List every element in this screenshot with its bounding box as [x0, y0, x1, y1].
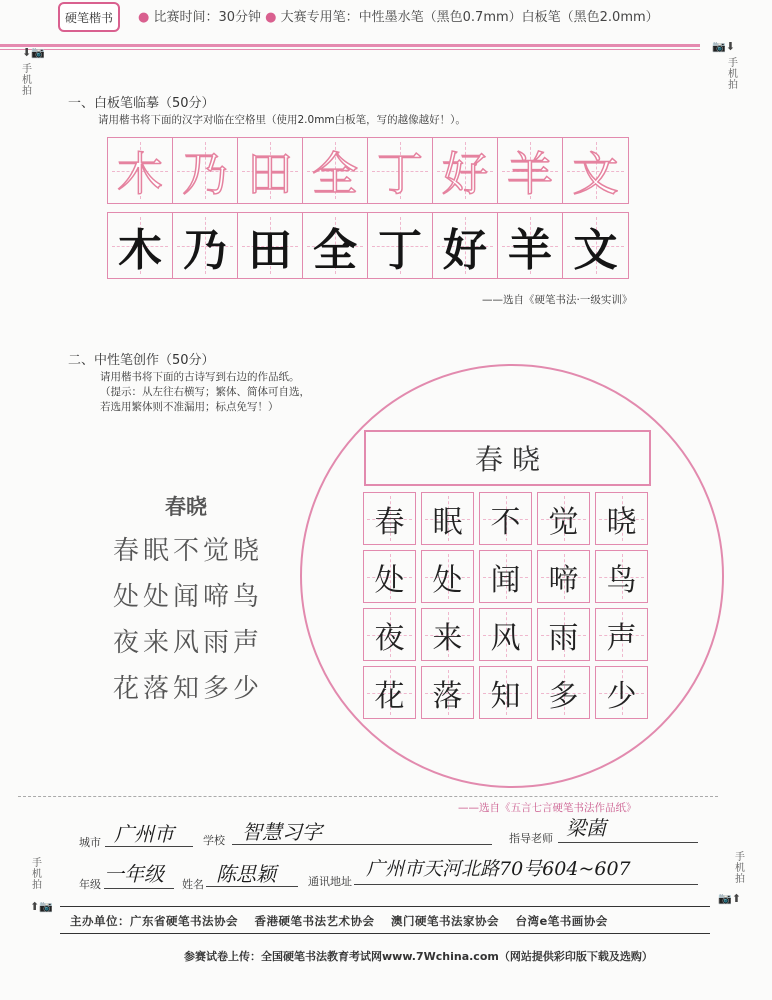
- work-cell: 风: [479, 608, 532, 661]
- city-value: 广州市: [114, 822, 174, 846]
- grade-label: 年级: [79, 878, 101, 891]
- work-cell: 觉: [537, 492, 590, 545]
- poem-line: 花落知多少: [113, 674, 264, 704]
- model-cell: 乃: [173, 138, 238, 203]
- poem-line: 夜来风雨声: [113, 628, 264, 658]
- camera-icon: 📷⬆: [718, 892, 741, 905]
- model-char-row: [107, 137, 629, 204]
- section1-title: 一、白板笔临摹（50分）: [68, 96, 215, 111]
- school-underline: [232, 844, 492, 845]
- teacher-underline: [558, 842, 698, 843]
- work-cell: 多: [537, 666, 590, 719]
- work-cell: 来: [421, 608, 474, 661]
- work-cell: 鸟: [595, 550, 648, 603]
- teacher-label: 指导老师: [509, 832, 553, 845]
- poem-title: 春晓: [165, 495, 207, 519]
- side-label-bottom-right: 手机拍: [735, 852, 745, 885]
- work-cell: 啼: [537, 550, 590, 603]
- model-cell: 木: [108, 138, 173, 203]
- form-divider: [18, 796, 718, 797]
- exam-pens: 大赛专用笔：中性墨水笔（黑色0.7mm）白板笔（黑色2.0mm）: [280, 10, 659, 25]
- bullet-icon: ●: [265, 10, 277, 25]
- written-cell: 羊: [498, 213, 563, 278]
- model-cell: 羊: [498, 138, 563, 203]
- school-label: 学校: [203, 834, 225, 847]
- grade-underline: [104, 888, 174, 889]
- work-cell: 落: [421, 666, 474, 719]
- name-label: 姓名: [182, 878, 204, 891]
- poem-line: 春眠不觉晓: [113, 536, 264, 566]
- section2-instruction: 请用楷书将下面的古诗写到右边的作品纸。 （提示：从左往右横写；繁体、简体可自选， 若选用繁体则不准漏用；标点免写！）: [100, 371, 310, 413]
- footer-rule-2: [60, 933, 710, 934]
- header-rule-thin: [0, 49, 700, 50]
- organizers: 主办单位：广东省硬笔书法协会 香港硬笔书法艺术协会 澳门硬笔书法家协会 台湾e笔书画协会: [70, 914, 608, 928]
- footer-rule: [60, 906, 710, 907]
- work-cell: 春: [363, 492, 416, 545]
- work-cell: 少: [595, 666, 648, 719]
- written-cell: 丁: [368, 213, 433, 278]
- section1-source: ——选自《硬笔书法·一级实训》: [482, 294, 633, 306]
- category-badge: 硬笔楷书: [58, 2, 120, 32]
- work-title-box: 春 晓: [364, 430, 651, 486]
- written-cell: 好: [433, 213, 498, 278]
- school-value: 智慧习字: [242, 820, 322, 844]
- written-cell: 全: [303, 213, 368, 278]
- model-cell: 全: [303, 138, 368, 203]
- exam-info: [138, 6, 659, 25]
- work-cell: 不: [479, 492, 532, 545]
- written-cell: 文: [563, 213, 628, 278]
- teacher-value: 梁菌: [566, 816, 606, 840]
- work-cell: 雨: [537, 608, 590, 661]
- side-label-top-right: 手机拍: [728, 58, 738, 91]
- camera-icon: ⬇📷: [22, 46, 45, 59]
- work-cell: 处: [363, 550, 416, 603]
- work-cell: 闻: [479, 550, 532, 603]
- upload-info: 参赛试卷上传：全国硬笔书法教育考试网www.7Wchina.com（网站提供彩印版下载及选购）: [184, 950, 653, 963]
- address-label: 通讯地址: [308, 875, 352, 888]
- written-cell: 田: [238, 213, 303, 278]
- address-value: 广州市天河北路70号604~607: [366, 858, 631, 880]
- work-cell: 晓: [595, 492, 648, 545]
- work-cell: 知: [479, 666, 532, 719]
- model-cell: 田: [238, 138, 303, 203]
- written-cell: 木: [108, 213, 173, 278]
- bullet-icon: ●: [138, 10, 150, 25]
- work-cell: 夜: [363, 608, 416, 661]
- work-cell: 花: [363, 666, 416, 719]
- poem-line: 处处闻啼鸟: [113, 582, 264, 612]
- city-underline: [105, 846, 193, 847]
- camera-icon: ⬆📷: [30, 900, 53, 913]
- work-char-grid: [363, 492, 648, 719]
- work-cell: 声: [595, 608, 648, 661]
- side-label-top-left: 手机拍: [22, 64, 32, 97]
- exam-time: 比赛时间：30分钟: [153, 10, 262, 25]
- name-value: 陈思颖: [216, 862, 276, 886]
- written-char-row: [107, 212, 629, 279]
- section2-title: 二、中性笔创作（50分）: [68, 353, 215, 368]
- model-cell: 好: [433, 138, 498, 203]
- work-cell: 处: [421, 550, 474, 603]
- grade-value: 一年级: [104, 862, 164, 886]
- address-underline: [354, 884, 698, 885]
- work-cell: 眠: [421, 492, 474, 545]
- model-cell: 文: [563, 138, 628, 203]
- side-label-bottom-left: 手机拍: [32, 858, 42, 891]
- city-label: 城市: [79, 836, 101, 849]
- section1-instruction: 请用楷书将下面的汉字对临在空格里（使用2.0mm白板笔，写的越像越好！）。: [98, 114, 466, 126]
- section2-source: ——选自《五言七言硬笔书法作品纸》: [458, 802, 637, 814]
- written-cell: 乃: [173, 213, 238, 278]
- model-cell: 丁: [368, 138, 433, 203]
- header-rule: [0, 44, 700, 47]
- camera-icon: 📷⬇: [712, 40, 735, 53]
- name-underline: [206, 886, 298, 887]
